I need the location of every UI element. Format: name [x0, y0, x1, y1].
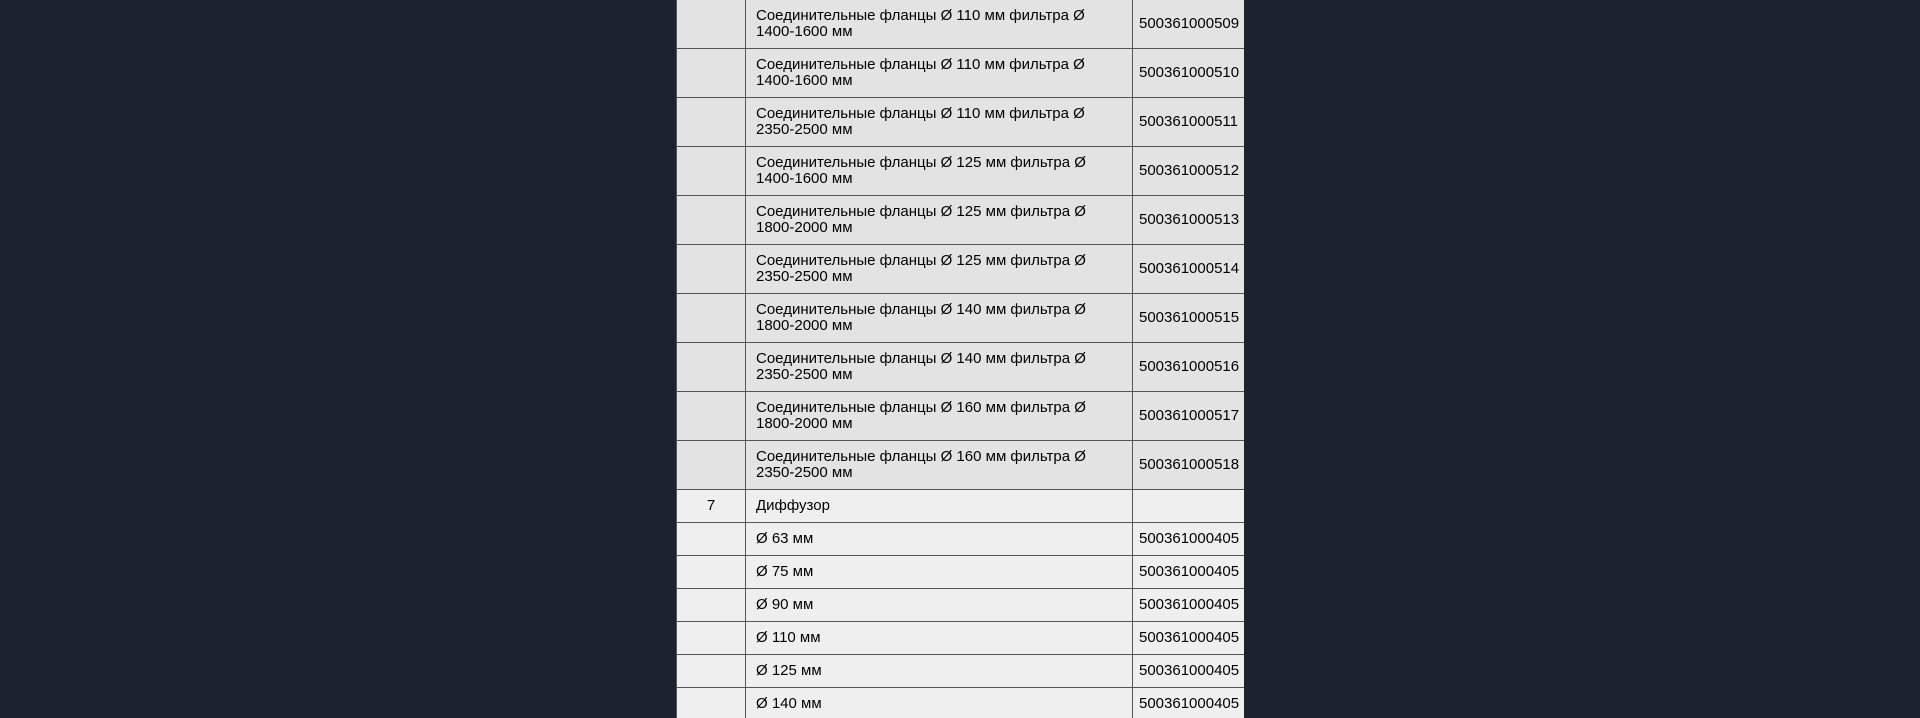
row-number — [677, 655, 746, 688]
row-number — [677, 0, 746, 49]
part-name: Ø 75 мм — [746, 556, 1133, 589]
table-row — [677, 0, 1245, 49]
table-row — [677, 98, 1245, 147]
part-name: Соединительные фланцы Ø 110 мм фильтра Ø 1400-1600 мм — [746, 0, 1133, 49]
part-name: Ø 140 мм — [746, 688, 1133, 718]
part-code: 500361000518 — [1133, 441, 1245, 490]
part-name: Ø 125 мм — [746, 655, 1133, 688]
table-row — [677, 392, 1245, 441]
part-name: Соединительные фланцы Ø 110 мм фильтра Ø 1400-1600 мм — [746, 49, 1133, 98]
table-row — [677, 622, 1245, 655]
table-row — [677, 688, 1245, 718]
row-number — [677, 294, 746, 343]
part-code: 500361000515 — [1133, 294, 1245, 343]
row-number — [677, 392, 746, 441]
row-number — [677, 589, 746, 622]
table-row — [677, 49, 1245, 98]
part-name: Соединительные фланцы Ø 125 мм фильтра Ø 1400-1600 мм — [746, 147, 1133, 196]
part-code: 500361000510 — [1133, 49, 1245, 98]
table-row — [677, 490, 1245, 523]
part-code: 500361000405 — [1133, 589, 1245, 622]
part-name: Ø 110 мм — [746, 622, 1133, 655]
table-row — [677, 556, 1245, 589]
row-number — [677, 688, 746, 718]
row-number — [677, 523, 746, 556]
row-number — [677, 147, 746, 196]
part-code: 500361000405 — [1133, 523, 1245, 556]
part-code: 500361000516 — [1133, 343, 1245, 392]
row-number — [677, 196, 746, 245]
table-row — [677, 589, 1245, 622]
row-number — [677, 343, 746, 392]
row-number — [677, 622, 746, 655]
part-code: 500361000509 — [1133, 0, 1245, 49]
part-name: Ø 90 мм — [746, 589, 1133, 622]
table-row — [677, 294, 1245, 343]
row-number — [677, 49, 746, 98]
part-name: Соединительные фланцы Ø 125 мм фильтра Ø 2350-2500 мм — [746, 245, 1133, 294]
row-number — [677, 245, 746, 294]
part-name: Соединительные фланцы Ø 110 мм фильтра Ø 2350-2500 мм — [746, 98, 1133, 147]
part-code: 500361000405 — [1133, 655, 1245, 688]
part-code: 500361000405 — [1133, 688, 1245, 718]
document-page — [676, 0, 1244, 718]
part-code: 500361000513 — [1133, 196, 1245, 245]
table-row — [677, 655, 1245, 688]
part-name: Соединительные фланцы Ø 125 мм фильтра Ø 1800-2000 мм — [746, 196, 1133, 245]
part-code: 500361000511 — [1133, 98, 1245, 147]
part-name: Соединительные фланцы Ø 140 мм фильтра Ø 1800-2000 мм — [746, 294, 1133, 343]
part-code: 500361000405 — [1133, 556, 1245, 589]
table-row — [677, 441, 1245, 490]
table-row — [677, 343, 1245, 392]
row-number — [677, 441, 746, 490]
part-name: Соединительные фланцы Ø 160 мм фильтра Ø 1800-2000 мм — [746, 392, 1133, 441]
row-number — [677, 98, 746, 147]
part-name: Ø 63 мм — [746, 523, 1133, 556]
part-code — [1133, 490, 1245, 523]
row-number: 7 — [677, 490, 746, 523]
section-title: Диффузор — [746, 490, 1133, 523]
part-code: 500361000405 — [1133, 622, 1245, 655]
table-row — [677, 147, 1245, 196]
table-row — [677, 523, 1245, 556]
parts-table — [676, 0, 1244, 718]
part-code: 500361000514 — [1133, 245, 1245, 294]
part-name: Соединительные фланцы Ø 160 мм фильтра Ø 2350-2500 мм — [746, 441, 1133, 490]
table-row — [677, 196, 1245, 245]
part-name: Соединительные фланцы Ø 140 мм фильтра Ø 2350-2500 мм — [746, 343, 1133, 392]
row-number — [677, 556, 746, 589]
part-code: 500361000512 — [1133, 147, 1245, 196]
table-row — [677, 245, 1245, 294]
part-code: 500361000517 — [1133, 392, 1245, 441]
